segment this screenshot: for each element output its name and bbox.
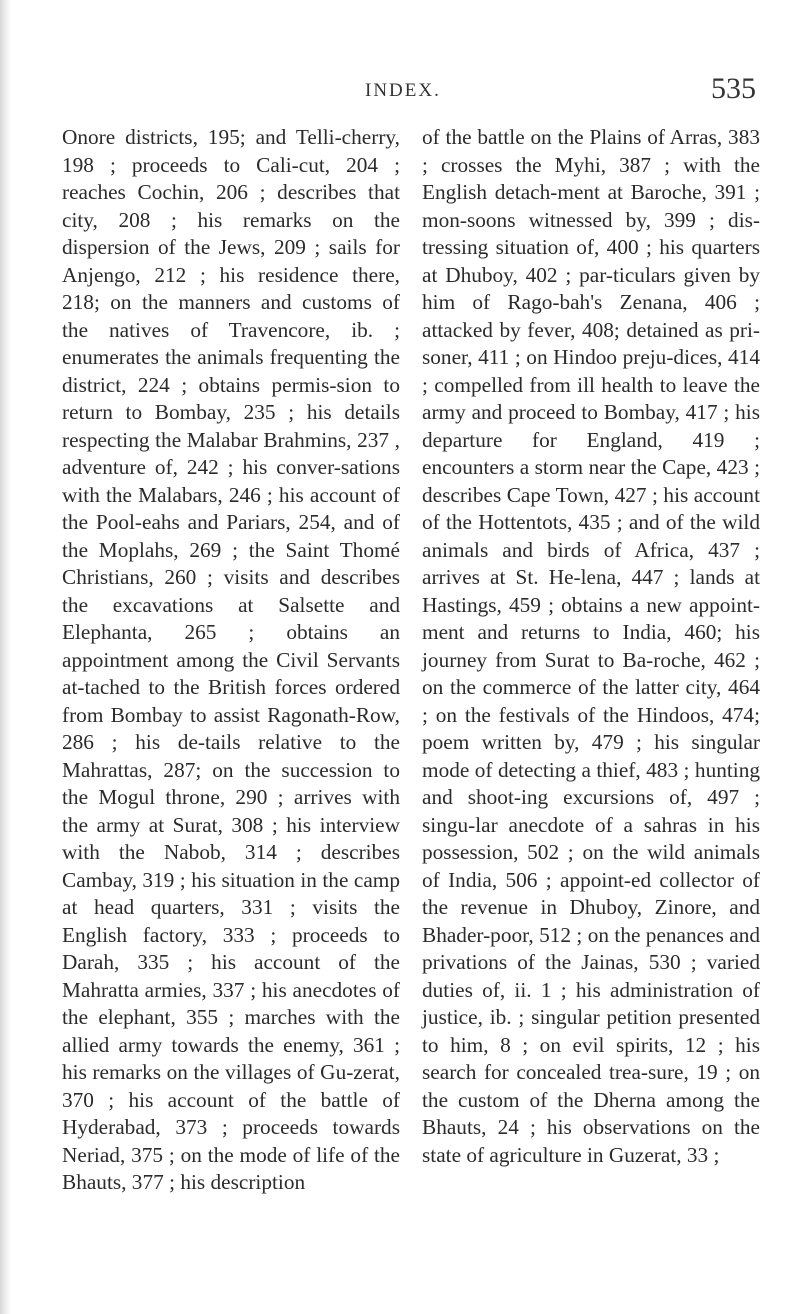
page-header	[60, 72, 760, 112]
index-column-left	[62, 124, 400, 1197]
page-gutter-shadow	[0, 0, 12, 1314]
index-text-left: Onore districts, 195; and Telli-cherry, 198 ; proceeds to Cali-cut, 204 ; reaches Cochin, 206 ; describes that city, 208 ; his remarks on the dispersion of the Jews, 209 ; sails for Anjengo, 212 ; his residence there, 218; on the manners and customs of the natives of Travencore, ib. ; enumerates the animals frequenting the district, 224 ; obtains permis-sion to return to Bombay, 235 ; his details respecting the Malabar Brahmins, 237 , adventure of, 242 ; his conver-sations with the Malabars, 246 ; his account of the Pool-eahs and Pariars, 254, and of the Moplahs, 269 ; the Saint Thomé Christians, 260 ; visits and describes the excavations at Salsette and Elephanta, 265 ; obtains an appointment among the Civil Servants at-tached to the British forces ordered from Bombay to assist Ragonath-Row, 286 ; his de-tails relative to the Mahrattas, 287; on the succession to the Mogul throne, 290 ; arrives with the army at Surat, 308 ; his interview with the Nabob, 314 ; describes Cambay, 319 ; his situation in the camp at head quarters, 331 ; visits the English factory, 333 ; proceeds to Darah, 335 ; his account of the Mahratta armies, 337 ; his anecdotes of the elephant, 355 ; marches with the allied army towards the enemy, 361 ; his remarks on the villages of Gu-zerat, 370 ; his account of the battle of Hyderabad, 373 ; proceeds towards Neriad, 375 ; on the mode of life of the Bhauts, 377 ; his description	[62, 125, 400, 1194]
running-head: INDEX.	[365, 80, 441, 101]
page-number: 535	[711, 72, 756, 105]
index-text-right: of the battle on the Plains of Arras, 383 ; crosses the Myhi, 387 ; with the English detach-ment at Baroche, 391 ; mon-soons witnessed by, 399 ; dis-tressing situation of, 400 ; his quarters at Dhuboy, 402 ; par-ticulars given by him of Rago-bah's Zenana, 406 ; attacked by fever, 408; detained as pri-soner, 411 ; on Hindoo preju-dices, 414 ; compelled from ill health to leave the army and proceed to Bombay, 417 ; his departure for England, 419 ; encounters a storm near the Cape, 423 ; describes Cape Town, 427 ; his account of the Hottentots, 435 ; and of the wild animals and birds of Africa, 437 ; arrives at St. He-lena, 447 ; lands at Hastings, 459 ; obtains a new appoint-ment and returns to India, 460; his journey from Surat to Ba-roche, 462 ; on the commerce of the latter city, 464 ; on the festivals of the Hindoos, 474; poem written by, 479 ; his singular mode of detecting a thief, 483 ; hunting and shoot-ing excursions of, 497 ; singu-lar anecdote of a sahras in his possession, 502 ; on the wild animals of India, 506 ; appoint-ed collector of the revenue in Dhuboy, Zinore, and Bhader-poor, 512 ; on the penances and privations of the Jainas, 530 ; varied duties of, ii. 1 ; his administration of justice, ib. ; singular petition presented to him, 8 ; on evil spirits, 12 ; his search for concealed trea-sure, 19 ; on the custom of the Dherna among the Bhauts, 24 ; his observations on the state of agriculture in Guzerat, 33 ;	[422, 125, 760, 1167]
index-column-right	[422, 124, 760, 1169]
